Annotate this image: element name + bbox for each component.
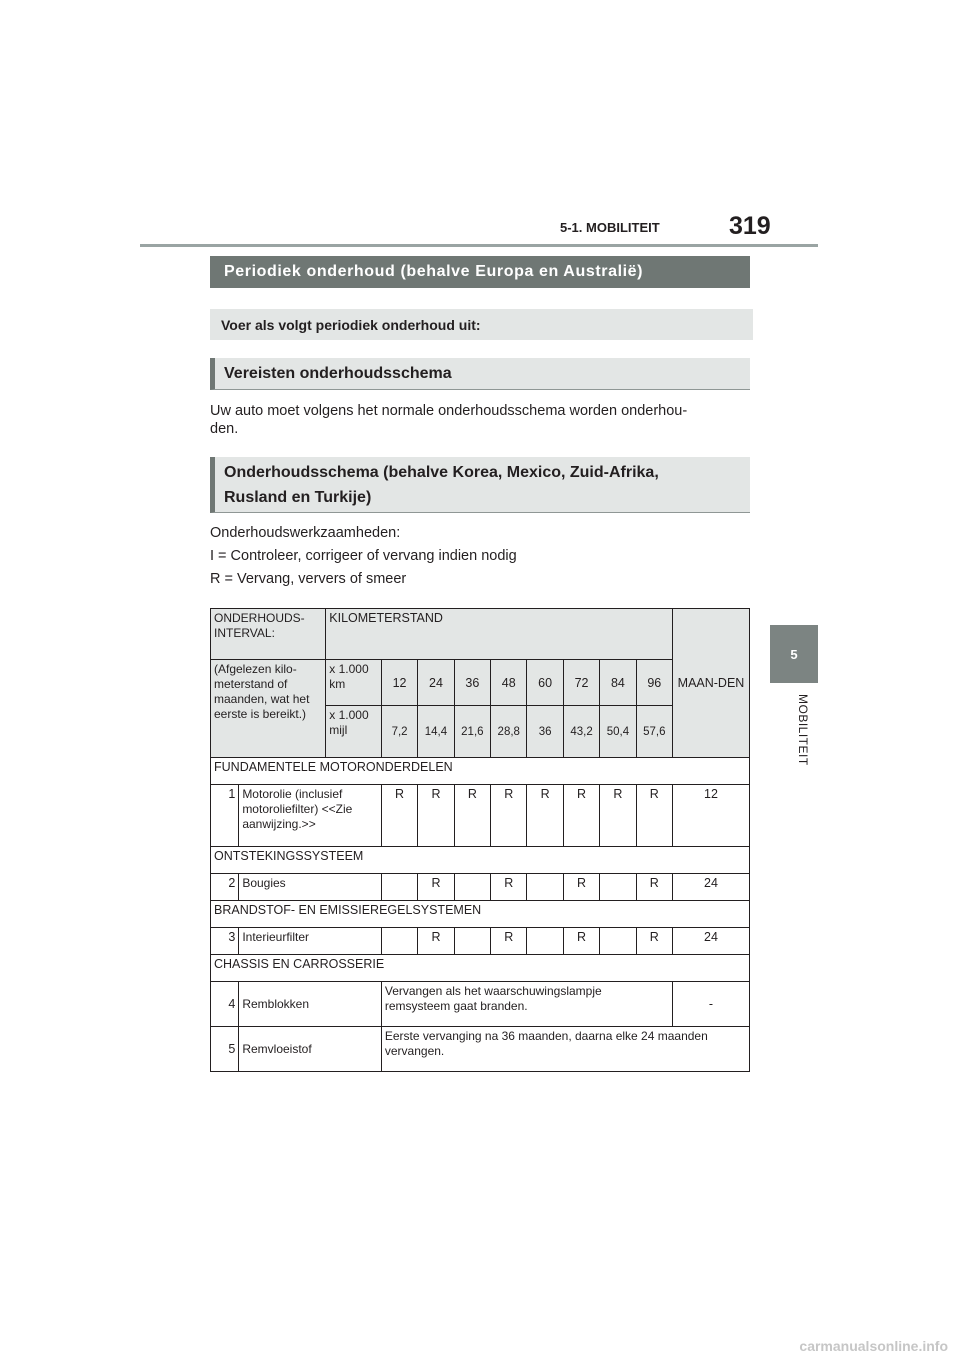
mile-value: 28,8	[491, 706, 527, 758]
months-header: MAAN-DEN	[673, 609, 750, 758]
item-cell: R	[491, 928, 527, 955]
km-value: 84	[600, 660, 636, 706]
group-title: CHASSIS EN CARROSSERIE	[211, 955, 750, 982]
intro-line-2: den.	[210, 421, 239, 437]
mile-value: 50,4	[600, 706, 636, 758]
item-cell: R	[418, 874, 454, 901]
header-divider	[140, 244, 818, 247]
item-months: 12	[673, 785, 750, 847]
item-cell	[527, 928, 563, 955]
item-number: 3	[211, 928, 239, 955]
item-name: Motorolie (inclusief motoroliefilter) <<Zie aanwijzing.>>	[239, 785, 382, 847]
mile-value: 36	[527, 706, 563, 758]
item-cell	[600, 928, 636, 955]
item-cell: R	[636, 785, 672, 847]
group-title: ONTSTEKINGSSYSTEEM	[211, 847, 750, 874]
group-title: BRANDSTOF- EN EMISSIEREGELSYSTEMEN	[211, 901, 750, 928]
km-value: 12	[381, 660, 417, 706]
item-cell	[381, 928, 417, 955]
item-cell: R	[563, 874, 599, 901]
lead-text: Voer als volgt periodiek onderhoud uit:	[210, 309, 753, 340]
km-value: 36	[454, 660, 490, 706]
item-cell: R	[563, 785, 599, 847]
odometer-header: KILOMETERSTAND	[326, 609, 673, 660]
item-number: 5	[211, 1027, 239, 1072]
chapter-label: MOBILITEIT	[796, 694, 810, 766]
item-name: Remblokken	[239, 982, 382, 1027]
item-name: Remvloeistof	[239, 1027, 382, 1072]
item-cell: R	[563, 928, 599, 955]
item-cell: R	[527, 785, 563, 847]
mile-value: 14,4	[418, 706, 454, 758]
item-note: Vervangen als het waarschuwingslampje remsysteem gaat branden.	[381, 982, 672, 1027]
group-title: FUNDAMENTELE MOTORONDERDELEN	[211, 758, 750, 785]
mile-value: 7,2	[381, 706, 417, 758]
legend-r: R = Vervang, ververs of smeer	[210, 571, 407, 587]
item-name: Interieurfilter	[239, 928, 382, 955]
item-cell: R	[418, 785, 454, 847]
item-number: 1	[211, 785, 239, 847]
item-months: -	[673, 982, 750, 1027]
km-value: 60	[527, 660, 563, 706]
km-value: 48	[491, 660, 527, 706]
subheading-schedule-line-1: Onderhoudsschema (behalve Korea, Mexico, Zuid-Afrika,	[224, 464, 659, 481]
subheading-requirements: Vereisten onderhoudsschema	[210, 358, 750, 390]
section-title: 5-1. MOBILITEIT	[560, 220, 660, 235]
mile-value: 21,6	[454, 706, 490, 758]
item-name: Bougies	[239, 874, 382, 901]
item-cell: R	[636, 928, 672, 955]
item-cell: R	[491, 874, 527, 901]
item-cell	[600, 874, 636, 901]
item-cell: R	[381, 785, 417, 847]
item-cell: R	[454, 785, 490, 847]
km-value: 72	[563, 660, 599, 706]
item-number: 2	[211, 874, 239, 901]
item-cell	[381, 874, 417, 901]
item-cell: R	[491, 785, 527, 847]
item-note: Eerste vervanging na 36 maanden, daarna elke 24 maanden vervangen.	[381, 1027, 749, 1072]
watermark: carmanualsonline.info	[799, 1338, 948, 1354]
item-number: 4	[211, 982, 239, 1027]
read-note: (Afgelezen kilo-meterstand of maanden, wat het eerste is bereikt.)	[211, 660, 326, 758]
item-months: 24	[673, 928, 750, 955]
legend-i: I = Controleer, corrigeer of vervang indien nodig	[210, 548, 517, 564]
subheading-schedule-line-2: Rusland en Turkije)	[224, 489, 372, 506]
item-cell	[454, 874, 490, 901]
km-value: 24	[418, 660, 454, 706]
mile-value: 43,2	[563, 706, 599, 758]
subheading-schedule	[210, 457, 750, 513]
item-cell	[527, 874, 563, 901]
item-cell: R	[418, 928, 454, 955]
item-cell: R	[636, 874, 672, 901]
maintenance-table	[210, 608, 750, 1072]
item-cell: R	[600, 785, 636, 847]
km-unit: x 1.000 km	[326, 660, 382, 706]
intro-line-1: Uw auto moet volgens het normale onderhoudsschema worden onderhou-	[210, 403, 688, 419]
mile-value: 57,6	[636, 706, 672, 758]
legend-title: Onderhoudswerkzaamheden:	[210, 525, 401, 541]
km-value: 96	[636, 660, 672, 706]
interval-header: ONDERHOUDS-INTERVAL:	[211, 609, 326, 660]
chapter-tab[interactable]: 5	[770, 625, 818, 683]
page-number: 319	[729, 212, 771, 240]
main-heading: Periodiek onderhoud (behalve Europa en Australië)	[210, 256, 750, 288]
item-months: 24	[673, 874, 750, 901]
item-cell	[454, 928, 490, 955]
mile-unit: x 1.000 mijl	[326, 706, 382, 758]
